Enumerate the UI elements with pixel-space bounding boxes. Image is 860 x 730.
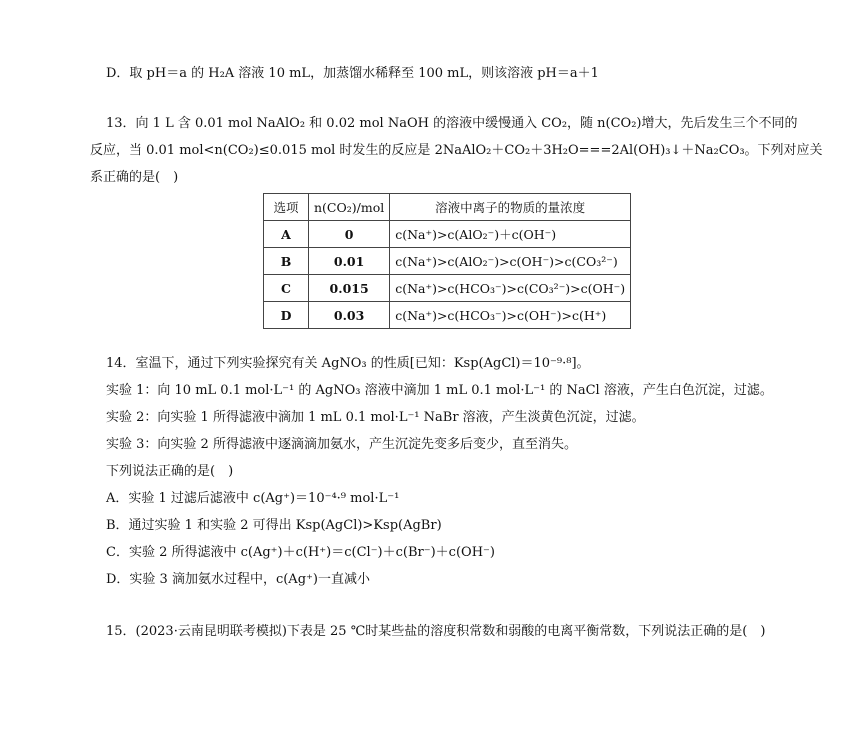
q15-stem: 15．(2023·云南昆明联考模拟)下表是 25 ℃时某些盐的溶度积常数和弱酸的电离平衡常数，下列说法正确的是( ) xyxy=(106,624,766,639)
row-option: D xyxy=(264,302,309,329)
row-n: 0.03 xyxy=(309,302,390,329)
row-relation: c(Na⁺)>c(HCO₃⁻)>c(CO₃²⁻)>c(OH⁻) xyxy=(390,275,631,302)
q13-stem-line-1: 13．向 1 L 含 0.01 mol NaAlO₂ 和 0.02 mol NaOH 的溶液中缓慢通入 CO₂，随 n(CO₂)增大，先后发生三个不同的 xyxy=(106,116,798,131)
q14-experiment-3: 实验 3：向实验 2 所得滤液中逐滴滴加氨水，产生沉淀先变多后变少，直至消失。 xyxy=(106,437,577,452)
row-n: 0.01 xyxy=(309,248,390,275)
row-option: B xyxy=(264,248,309,275)
table-row xyxy=(264,221,631,248)
row-option: C xyxy=(264,275,309,302)
q13-stem-line-3: 系正确的是( ) xyxy=(90,170,179,185)
header-n-co2: n(CO₂)/mol xyxy=(309,194,390,221)
q13-stem-line-2: 反应，当 0.01 mol<n(CO₂)≤0.015 mol 时发生的反应是 2NaAlO₂＋CO₂＋3H₂O===2Al(OH)₃↓＋Na₂CO₃。下列对应关 xyxy=(90,143,823,158)
table-header-row xyxy=(264,194,631,221)
table-row xyxy=(264,275,631,302)
q14-option-b: B．通过实验 1 和实验 2 可得出 Ksp(AgCl)>Ksp(AgBr) xyxy=(106,518,442,533)
row-n: 0.015 xyxy=(309,275,390,302)
row-relation: c(Na⁺)>c(AlO₂⁻)>c(OH⁻)>c(CO₃²⁻) xyxy=(390,248,631,275)
q14-experiment-2: 实验 2：向实验 1 所得滤液中滴加 1 mL 0.1 mol·L⁻¹ NaBr 溶液，产生淡黄色沉淀，过滤。 xyxy=(106,410,645,425)
row-n: 0 xyxy=(309,221,390,248)
q12-option-d: D．取 pH＝a 的 H₂A 溶液 10 mL，加蒸馏水稀释至 100 mL，则该溶液 pH＝a＋1 xyxy=(106,66,599,81)
row-relation: c(Na⁺)>c(AlO₂⁻)＋c(OH⁻) xyxy=(390,221,631,248)
table-row xyxy=(264,302,631,329)
header-ion-concentration: 溶液中离子的物质的量浓度 xyxy=(390,194,631,221)
q14-stem: 14．室温下，通过下列实验探究有关 AgNO₃ 的性质[已知：Ksp(AgCl)＝10⁻⁹·⁸]。 xyxy=(106,356,590,371)
q13-options-table xyxy=(263,193,631,329)
q14-question: 下列说法正确的是( ) xyxy=(106,464,234,479)
q14-option-d: D．实验 3 滴加氨水过程中，c(Ag⁺)一直减小 xyxy=(106,572,370,587)
q14-option-c: C．实验 2 所得滤液中 c(Ag⁺)＋c(H⁺)＝c(Cl⁻)＋c(Br⁻)＋c(OH⁻) xyxy=(106,545,495,560)
row-relation: c(Na⁺)>c(HCO₃⁻)>c(OH⁻)>c(H⁺) xyxy=(390,302,631,329)
header-option: 选项 xyxy=(264,194,309,221)
q14-experiment-1: 实验 1：向 10 mL 0.1 mol·L⁻¹ 的 AgNO₃ 溶液中滴加 1 mL 0.1 mol·L⁻¹ 的 NaCl 溶液，产生白色沉淀，过滤。 xyxy=(106,383,773,398)
row-option: A xyxy=(264,221,309,248)
q14-option-a: A．实验 1 过滤后滤液中 c(Ag⁺)＝10⁻⁴·⁹ mol·L⁻¹ xyxy=(106,491,400,506)
table-row xyxy=(264,248,631,275)
